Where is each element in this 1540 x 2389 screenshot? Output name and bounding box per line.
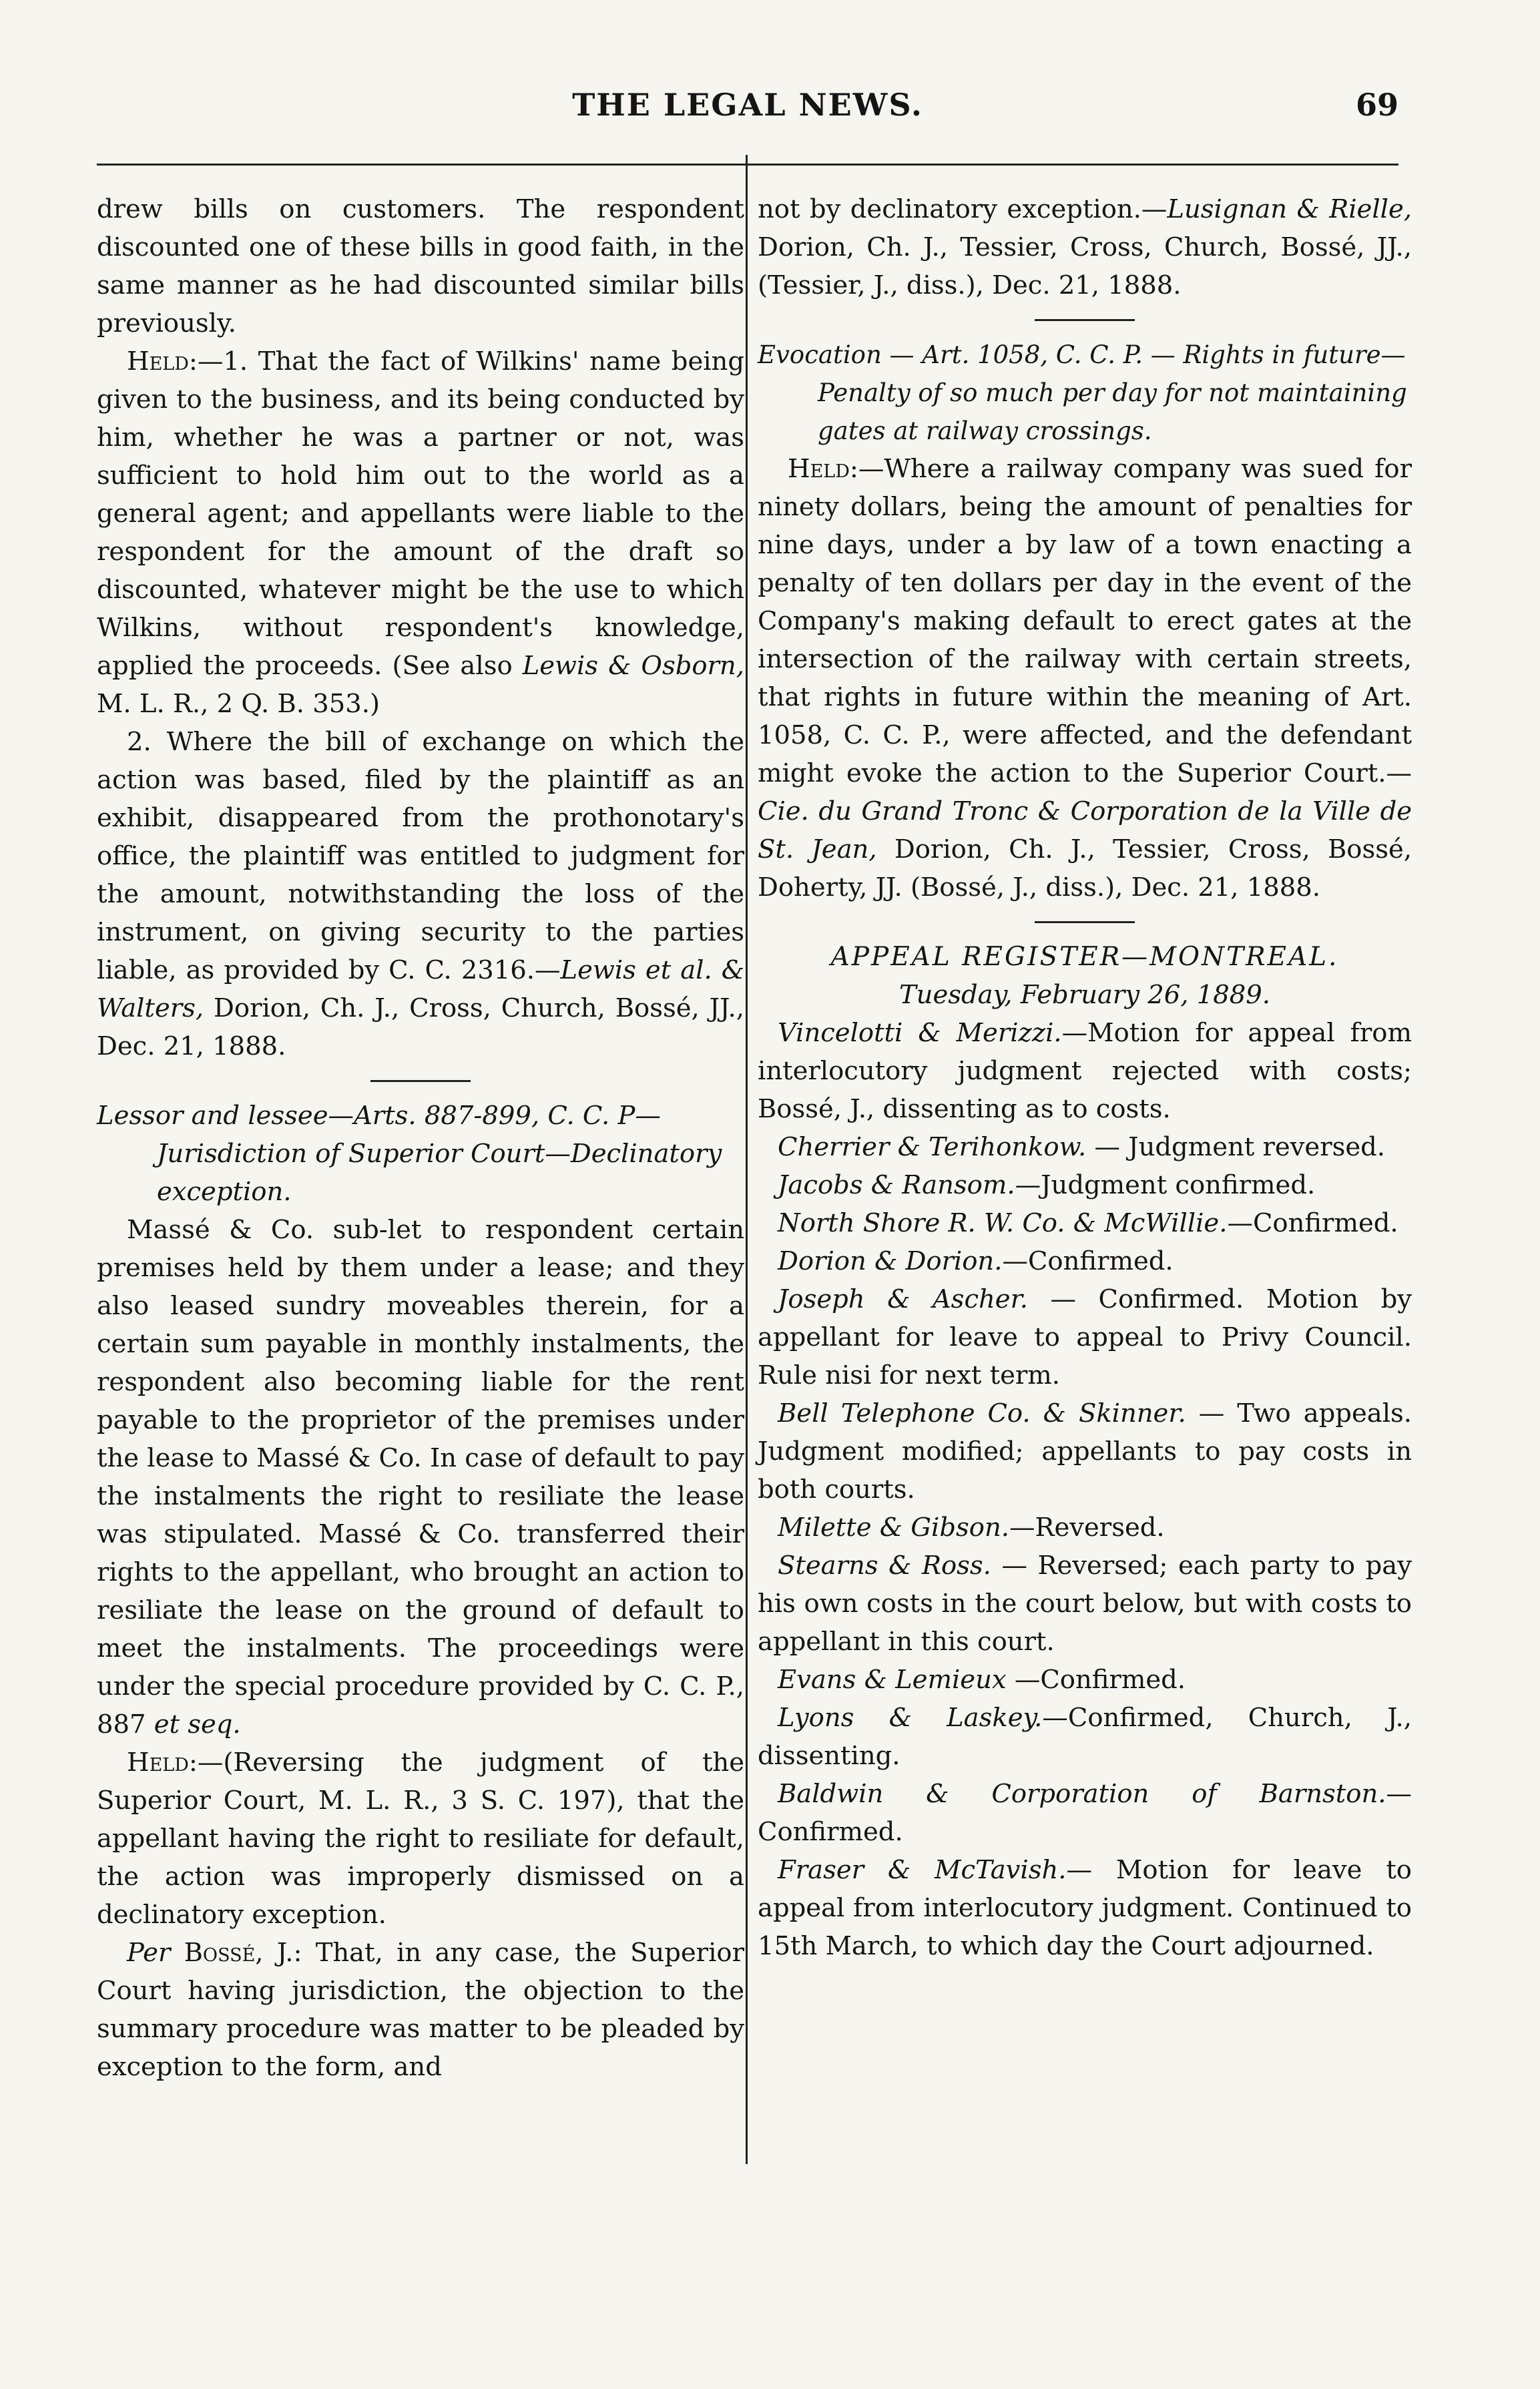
column-divider — [746, 155, 748, 2164]
left-column — [97, 190, 744, 2086]
register-entry — [758, 1166, 1412, 1204]
paragraph — [97, 1934, 744, 2086]
register-entry — [758, 1661, 1412, 1699]
register-entry-parties: Cherrier & Terihonkow. — [778, 1132, 1087, 1162]
register-entry-disposition: —Confirmed. — [758, 1779, 1412, 1847]
et-seq: et seq. — [154, 1709, 241, 1740]
register-entry — [758, 1775, 1412, 1851]
judges-and-date: Dorion, Ch. J., Cross, Church, Bossé, JJ., Dec. 21, 1888. — [97, 993, 744, 1061]
case-citation: Lusignan & Rielle, — [1167, 194, 1412, 224]
register-entry — [758, 1394, 1412, 1509]
register-entry-disposition: —Reversed. — [1009, 1513, 1165, 1543]
section-divider — [1035, 319, 1135, 321]
judges-and-date: Dorion, Ch. J., Tessier, Cross, Bossé, Doherty, JJ. (Bossé, J., diss.), Dec. 21, 1888. — [758, 834, 1412, 902]
case-citation: Lewis & Osborn, — [522, 651, 744, 681]
right-column — [758, 190, 1412, 1965]
register-entry-disposition: —Motion for appeal from interlocutory judgment rejected with costs; Bossé, J., dissenting as to costs. — [758, 1018, 1412, 1124]
held-label: Held — [127, 1748, 189, 1778]
register-entry — [758, 1204, 1412, 1242]
page-header — [97, 80, 1398, 134]
held-text: :—(Reversing the judgment of the Superior Court, M. L. R., 3 S. C. 197), that the appellant having the right to resiliate for default, the action was improperly dismissed on a declinatory exception. — [97, 1748, 744, 1930]
register-entry — [758, 1509, 1412, 1547]
running-title: THE LEGAL NEWS. — [572, 87, 923, 123]
register-entry — [758, 1699, 1412, 1775]
register-entry-parties: Evans & Lemieux — [778, 1665, 1007, 1695]
register-entry-disposition: — Reversed; each party to pay his own costs in the court below, but with costs to appellant in this court. — [758, 1551, 1412, 1657]
per-label: Per — [127, 1938, 171, 1968]
page-number: 69 — [1355, 87, 1398, 123]
register-entry-disposition: —Confirmed. — [1227, 1208, 1398, 1238]
citation-reference: M. L. R., 2 Q. B. 353.) — [97, 689, 380, 719]
paragraph-text: 2. Where the bill of exchange on which the action was based, filed by the plaintiff as an exhibit, disappeared from the prothonotary's office, the plaintiff was entitled to judgment for the amount, notwithstanding the loss of the instrument, on giving security to the parties liable, as provided by C. C. 2316.— — [97, 727, 744, 985]
register-entry — [758, 1280, 1412, 1394]
register-entry — [758, 1547, 1412, 1661]
register-entry — [758, 1242, 1412, 1280]
judge-name: Bossé — [184, 1938, 256, 1968]
paragraph — [97, 1211, 744, 1744]
register-entry — [758, 1014, 1412, 1128]
case-citation: Lewis et al. & Walters, — [97, 955, 745, 1023]
register-entry-disposition: —Confirmed. — [1006, 1665, 1186, 1695]
case-citation: Cie. du Grand Tronc & Corporation de la Ville de St. Jean, — [758, 796, 1412, 864]
register-entry-parties: Vincelotti & Merizzi. — [778, 1018, 1062, 1048]
case-heading: Evocation — Art. 1058, C. C. P. — Rights in future—Penalty of so much per day for not maintaining gates at railway crossings. — [758, 340, 1407, 445]
held-label: Held — [127, 346, 189, 376]
held-paragraph — [97, 342, 744, 723]
register-entry-parties: Milette & Gibson. — [778, 1513, 1009, 1543]
register-entry-parties: Bell Telephone Co. & Skinner. — [778, 1398, 1186, 1428]
register-entry-disposition: — Confirmed. Motion by appellant for leave to appeal to Privy Council. Rule nisi for next term. — [758, 1284, 1412, 1390]
register-entry-disposition: —Confirmed, Church, J., dissenting. — [758, 1703, 1412, 1771]
paragraph-text: Massé & Co. sub-let to respondent certain premises held by them under a lease; and they also leased sundry moveables therein, for a certain sum payable in monthly instalments, the respondent also becoming liable for the rent payable to the proprietor of the premises under the lease to Massé & Co. In case of default to pay the instalments the right to resiliate the lease was stipulated. Massé & Co. transferred their rights to the appellant, who brought an action to resiliate the lease on the ground of default to meet the instalments. The proceedings were under the special procedure provided by C. C. P., 887 — [97, 1215, 744, 1740]
section-divider — [370, 1080, 471, 1082]
register-entry-disposition: —Judgment confirmed. — [1015, 1170, 1316, 1200]
held-text: :—1. That the fact of Wilkins' name being given to the business, and its being conducted by him, whether he was a partner or not, was sufficient to hold him out to the world as a general agent; and appellants were liable to the respondent for the amount of the draft so discounted, whatever might be the use to which Wilkins, without respondent's knowledge, applied the proceeds. (See also — [97, 346, 744, 681]
held-label: Held — [788, 454, 850, 484]
held-paragraph — [758, 450, 1412, 906]
register-entry-disposition: — Two appeals. Judgment modified; appellants to pay costs in both courts. — [758, 1398, 1413, 1505]
register-entry-parties: Dorion & Dorion. — [778, 1246, 1003, 1276]
register-title: APPEAL REGISTER—MONTREAL. — [830, 942, 1339, 972]
register-entry-disposition: — Judgment reversed. — [1086, 1132, 1386, 1162]
paragraph — [97, 723, 744, 1065]
register-entry — [758, 1851, 1412, 1965]
held-text: :—Where a railway company was sued for ninety dollars, being the amount of penalties for nine days, under a by law of a town enacting a penalty of ten dollars per day in the event of the Company's making default to erect gates at the intersection of the railway with certain streets, that rights in future within the meaning of Art. 1058, C. C. P., were affected, and the defendant might evoke the action to the Superior Court.— — [758, 454, 1412, 788]
paragraph: drew bills on customers. The respondent discounted one of these bills in good faith, in the same manner as he had discounted similar bills previously. — [97, 194, 744, 338]
register-date: Tuesday, February 26, 1889. — [899, 980, 1270, 1010]
paragraph-text: not by declinatory exception.— — [758, 194, 1168, 224]
judges-and-date: Dorion, Ch. J., Tessier, Cross, Church, Bossé, JJ., (Tessier, J., diss.), Dec. 21, 1888. — [758, 232, 1412, 300]
register-entry-disposition: — Motion for leave to appeal from interlocutory judgment. Continued to 15th March, to which day the Court adjourned. — [758, 1855, 1412, 1961]
case-heading: Lessor and lessee—Arts. 887-899, C. C. P—Jurisdiction of Superior Court—Declinatory exception. — [97, 1101, 722, 1207]
paragraph-text: , J.: That, in any case, the Superior Court having jurisdiction, the objection to the summary procedure was matter to be pleaded by exception to the form, and — [97, 1938, 744, 2082]
register-entry — [758, 1128, 1412, 1166]
held-paragraph — [97, 1744, 744, 1934]
register-entry-parties: Baldwin & Corporation of Barnston. — [778, 1779, 1386, 1809]
register-entry-parties: Stearns & Ross. — [778, 1551, 991, 1581]
section-divider — [1035, 921, 1135, 923]
register-entry-disposition: —Confirmed. — [1002, 1246, 1174, 1276]
register-entry-parties: North Shore R. W. Co. & McWillie. — [778, 1208, 1228, 1238]
register-entry-parties: Lyons & Laskey. — [778, 1703, 1043, 1733]
register-list — [758, 1014, 1412, 1965]
register-entry-parties: Joseph & Ascher. — [778, 1284, 1028, 1314]
register-entry-parties: Fraser & McTavish. — [778, 1855, 1067, 1885]
paragraph — [758, 190, 1412, 304]
header-rule — [97, 164, 1398, 166]
register-entry-parties: Jacobs & Ransom. — [778, 1170, 1015, 1200]
